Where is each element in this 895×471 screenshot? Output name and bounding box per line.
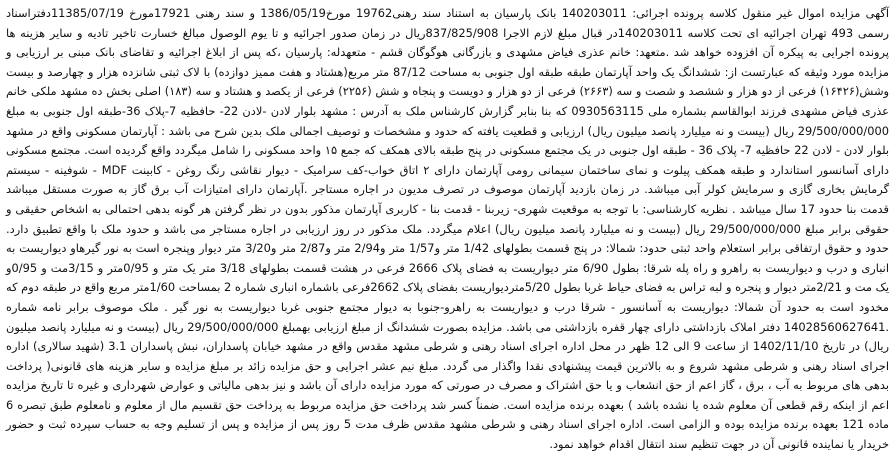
- auction-notice-text: آگهی مزایده اموال غیر منقول کلاسه پرونده اجرائی: 140203011 بانک پارسیان به استناد سند رهنی19762 مورخ1386/05/19 و سند رهنی 17921مورخ 11385/07/19دفتراسناد رسمی 493 تهران اجرائیه ای تحت کلاسه 140203011در قبال مبلغ لازم الاجرا 837/825/908ریال در زمان صدور اجرائیه و تا یوم الوصول مبالغ خسارت تاخیر تادیه و سایر هزینه ها پرونده اجرایی به پیکره آن افزوده خواهد شد .متعهد: خانم عذری فیاض مشهدی و بازرگانی هوگوگان قشم - متعهدله: پارسیان ،که پس از ابلاغ اجرائیه و تقاضای بانک مبنی بر ارزیابی و مزایده مورد وثیقه که عبارتست از: ششدانگ یک واحد آپارتمان طبقه طبقه اول جنوبی به مساحت 87/12 متر مربع(هشتاد و هفت ممیز دوازده) با لاک ثبتی شانزده هزار و چهارصد و بیست وشش(۱۶۴۲۶) فرعی از دو هزار و ششصد و شصت و سه (۲۶۶۳) فرعی از دو هزار و دویست و پنجاه و شش (۲۲۵۶) فرعی از یکصد و هشتاد و سه (۱۸۳) اصلی بخش ده مشهد ملکی خانم عذری فیاض مشهدی فرزند ابوالقاسم بشماره ملی 0930563115 که بنا بنابر گزارش کارشناس ملک به آدرس : مشهد بلوار لادن -لادن 22- حافظیه 7-پلاک 36-طبقه اول جنوبی به مبلغ 29/500/000/000 ریال (بیست و نه میلیارد پانصد میلیون ریال) ارزیابی و قطعیت یافته که حدود و مشخصات و توصیف اجمالی ملک بدین شرح می باشد : آپارتمان مسکونی واقع در مشهد بلوار لادن - لادن 22 حافظیه 7- پلاک 36 - طبقه اول جنوبی در یک مجتمع مسکونی در پنج طبقه بالای همکف که جمع ۱۵ واحد مسکونی را شامل میگردد واقع گردیده است. مجتمع مسکونی دارای آسانسور استاندارد و طبقه همکف پیلوت و نمای ساختمان سیمانی رومی آپارتمان دارای ۲ اتاق خواب-کف سرامیک - دیوار نقاشی رنگ روغن - کابینت MDF - شوفینه - سیستم گرمایش بخاری گازی و سرمایش کولر آبی میباشد. در زمان بازدید آپارتمان موصوف در تصرف مدیون در اجاره مستاجر .آپارتمان دارای امتیازات آب برق گاز به صورت مستقل میباشد قدمت بنا حدود 17 سال میباشد . نظریه کارشناسی: با توجه به موقعیت شهری- زیربنا - قدمت بنا - کاربری آپارتمان مذکور بدون در نظر گرفتن هر گونه بدهی احتمالی به اشخاص حقیقی و حقوقی برابر مبلغ 29/500/000/000 ریال (بیست و نه میلیارد پانصد میلیون ریال) اعلام میگردد. ملک مذکور در روز ارزیابی در اجاره مستاجر می باشد و حدود ملک با واقع تطبیق دارد. حدود و حقوق ارتفاقی برابر استعلام واحد ثبتی حدود: شمالا: در پنج قسمت بطولهای 1/42 متر و1/57 متر و2/94 متر و2/87 متر و3/20 متر دیوار وپنجره است به نور گیرهاو دیواریست به انباری و درب و دیواریست به راهرو و راه پله شرقا: بطول 6/90 متر دیواریست به فضای پلاک 2666 فرعی در هشت قسمت بطولهای 3/18 متر یک متر و 0/95متر و 3/15مت و 0/95و یک مت و 2/21متر دیوار و پنجره و لبه تراس به فضای حیاط غربا بطول 5/20متردیواریست بفضای پلاک 2662فرعی باشماره انباری شماره 2 بمساحت 1/60متر مربع واقع در طبقه دوم که مخدود است به حدود آن شمالا: دیواریست به آسانسور - شرقا درب و دیواریست به راهرو-جنوبا به دیوار مجتمع جنوبی غربا دیواریست به نور گیر . ملک موصوف برابر نامه شماره .14028560627641 دفتر املاک بازداشتی دارای چهار قفره بازداشتی می باشد. مزایده بصورت ششدانگ از مبلغ ارزیابی بهمبلغ 29/500/000/000 ریال (بیست و نه میلیارد پانصد میلیون ریال) در تاریخ 1402/11/10 از ساعت 9 الی 12 ظهر در محل اداره اجرای اسناد رهنی و شرطی مشهد مقدس واقع در مشهد خیابان پاسداران، نبش پاسداران 3.1 (شهید سالاری) اداره اجرای اسناد رهنی و شرطی مشهد شروع و به بالاترین قیمت پیشنهادی نقدا واگذار می گردد. مبلغ نیم عشر اجرایی و حق مزایده زائد بر مبلغ مزایده و سایر هزینه های قانونی( پرداخت بدهی های مربوط به آب ، برق ، گاز اعم از حق انشعاب و یا حق اشتراک و مصرف در صورتی که مورد مزایده دارای آن باشد و نیز بدهی مالیاتی و عوارض شهرداری و غیره تا تاریخ مزایده اعم از اینکه رقم قطعی آن معلوم شده یا نشده باشد ) بعهده برنده مزایده است. ضمناً کسر شد پرداخت حق مزایده مربوط به پرداخت حق تقسیم مال از معلوم و نامعلوم طبق تبصره 6 ماده 121 بعهده برنده مزایده بوده و الزامی است. اداره اجرای اسناد رهنی و شرطی مشهد مقدس ظرف مدت 5 روز پس از مزایده و پس از تسلیم وجه به حساب سپرده ثبت و حضور خریدار یا نماینده قانونی آن در جهت تنظیم سند انتقال اقدام خواهد نمود.: [6, 6, 890, 452]
